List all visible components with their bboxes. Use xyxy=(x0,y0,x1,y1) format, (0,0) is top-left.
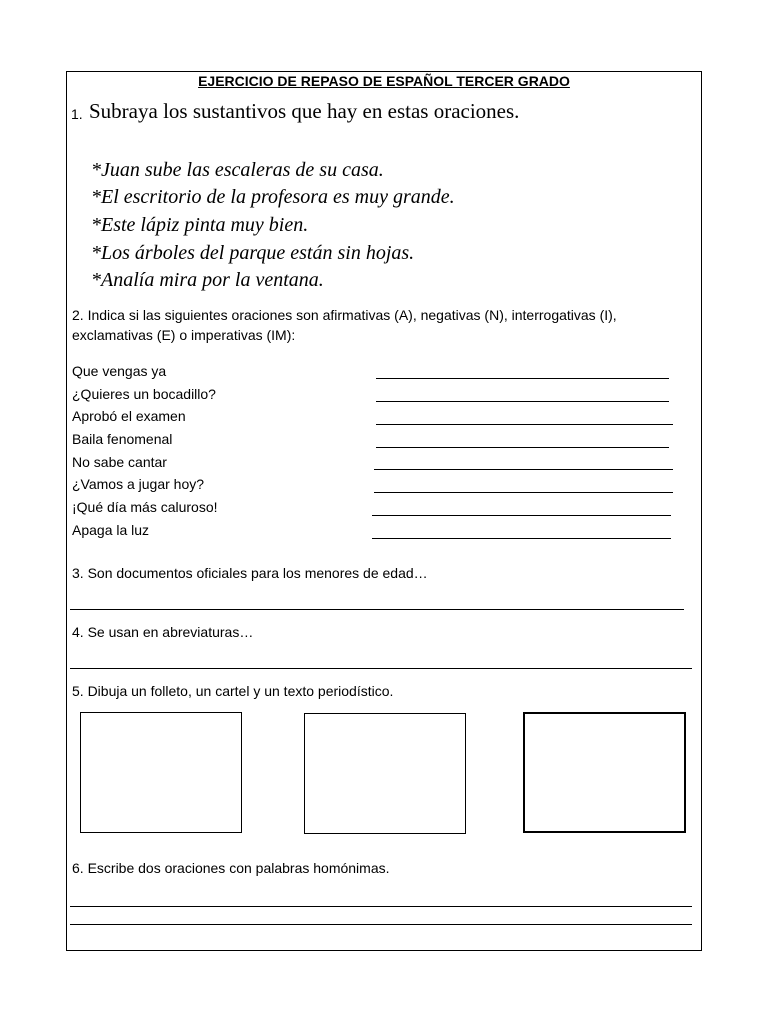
q2-answer-line[interactable] xyxy=(372,538,671,539)
q6-answer-line[interactable] xyxy=(70,906,692,907)
worksheet-title: EJERCICIO DE REPASO DE ESPAÑOL TERCER GRADO xyxy=(198,73,570,89)
q4-text: 4. Se usan en abreviaturas… xyxy=(72,624,254,640)
q3-answer-line[interactable] xyxy=(70,609,684,610)
q2-instruction-line2: exclamativas (E) o imperativas (IM): xyxy=(72,327,296,343)
q2-answer-line[interactable] xyxy=(376,401,669,402)
texto-periodistico-drawing-box[interactable] xyxy=(523,712,686,833)
q6-answer-line[interactable] xyxy=(70,924,692,925)
q6-text: 6. Escribe dos oraciones con palabras homónimas. xyxy=(72,860,390,876)
q2-item-label: Baila fenomenal xyxy=(72,431,173,447)
q4-answer-line[interactable] xyxy=(70,668,692,669)
q1-sentence: *Analía mira por la ventana. xyxy=(91,269,324,291)
q2-item-label: Aprobó el examen xyxy=(72,408,186,424)
q2-answer-line[interactable] xyxy=(374,469,673,470)
q1-sentence: *Juan sube las escaleras de su casa. xyxy=(91,159,384,181)
q1-sentence: *El escritorio de la profesora es muy grande. xyxy=(91,186,455,208)
cartel-drawing-box[interactable] xyxy=(304,713,466,834)
q1-sentence: *Este lápiz pinta muy bien. xyxy=(91,214,309,236)
q2-answer-line[interactable] xyxy=(374,492,673,493)
worksheet xyxy=(66,71,702,951)
q2-item-label: ¿Quieres un bocadillo? xyxy=(72,386,216,402)
q2-item-label: Apaga la luz xyxy=(72,522,150,538)
q2-instruction-line1: 2. Indica si las siguientes oraciones son afirmativas (A), negativas (N), interrogativas (I), xyxy=(72,307,617,323)
q2-item-label: Que vengas ya xyxy=(72,363,167,379)
q2-answer-line[interactable] xyxy=(376,447,669,448)
q1-sentence: *Los árboles del parque están sin hojas. xyxy=(91,242,415,264)
q2-item-label: ¿Vamos a jugar hoy? xyxy=(72,476,205,492)
q3-text: 3. Son documentos oficiales para los menores de edad… xyxy=(72,565,428,581)
q1-number: 1. xyxy=(71,106,83,122)
q2-item-label: ¡Qué día más caluroso! xyxy=(72,499,218,515)
q2-answer-line[interactable] xyxy=(372,515,671,516)
q2-item-label: No sabe cantar xyxy=(72,454,167,470)
q2-answer-line[interactable] xyxy=(376,424,673,425)
folleto-drawing-box[interactable] xyxy=(80,712,242,833)
q5-text: 5. Dibuja un folleto, un cartel y un texto periodístico. xyxy=(72,683,394,699)
q2-answer-line[interactable] xyxy=(376,378,669,379)
q1-instruction: Subraya los sustantivos que hay en estas oraciones. xyxy=(89,99,520,123)
